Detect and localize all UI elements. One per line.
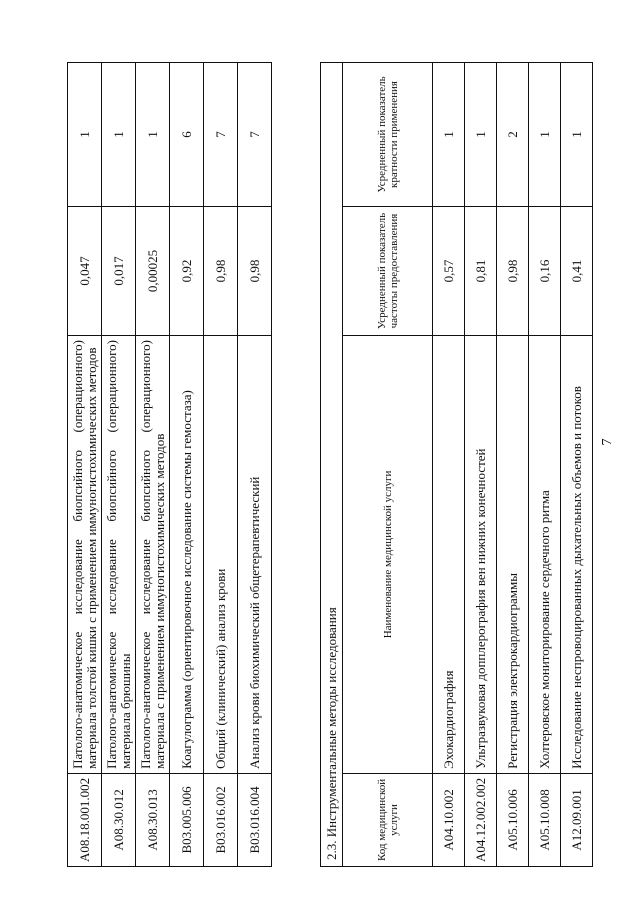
multiplicity-value: 1 <box>102 63 136 207</box>
multiplicity-value: 1 <box>529 63 561 207</box>
service-name: Холтеровское мониторирование сердечного ритма <box>529 336 561 774</box>
table-row <box>170 63 204 867</box>
frequency-value: 0,57 <box>433 207 465 336</box>
service-name: Коагулограмма (ориентировочное исследование системы гемостаза) <box>170 336 204 774</box>
service-code: A08.30.013 <box>136 773 170 866</box>
multiplicity-value: 1 <box>68 63 102 207</box>
service-name: Анализ крови биохимический общетерапевтический <box>238 336 272 774</box>
multiplicity-value: 1 <box>561 63 593 207</box>
service-code: A05.10.006 <box>497 773 529 866</box>
multiplicity-value: 6 <box>170 63 204 207</box>
service-code: B03.005.006 <box>170 773 204 866</box>
service-code: A04.10.002 <box>433 773 465 866</box>
service-code: A08.30.012 <box>102 773 136 866</box>
multiplicity-value: 7 <box>238 63 272 207</box>
frequency-value: 0,92 <box>170 207 204 336</box>
service-name: Общий (клинический) анализ крови <box>204 336 238 774</box>
page-number: 7 <box>600 438 615 446</box>
service-code: A05.10.008 <box>529 773 561 866</box>
service-name: Патолого-анатомическое исследование биопсийного (операционного) материала толстой кишки с применением иммуногистохимических методов <box>68 336 102 774</box>
service-name: Патолого-анатомическое исследование биопсийного (операционного) материала с применением иммуногистохимических методов <box>136 336 170 774</box>
service-name: Ультразвуковая допплерография вен нижних конечностей <box>465 336 497 774</box>
frequency-value: 0,81 <box>465 207 497 336</box>
service-code: B03.016.004 <box>238 773 272 866</box>
frequency-value: 0,98 <box>238 207 272 336</box>
table-row <box>561 63 593 867</box>
multiplicity-value: 1 <box>433 63 465 207</box>
section-title: 2.3. Инструментальные методы исследования <box>321 63 343 867</box>
frequency-value: 0,017 <box>102 207 136 336</box>
service-code: B03.016.002 <box>204 773 238 866</box>
header-frequency: Усредненный показатель частоты предоставления <box>343 207 433 336</box>
service-name: Регистрация электрокардиограммы <box>497 336 529 774</box>
frequency-value: 0,98 <box>497 207 529 336</box>
frequency-value: 0,16 <box>529 207 561 336</box>
services-table-continued <box>67 62 272 867</box>
frequency-value: 0,98 <box>204 207 238 336</box>
frequency-value: 0,00025 <box>136 207 170 336</box>
table-row <box>465 63 497 867</box>
table-row <box>529 63 561 867</box>
service-code: A12.09.001 <box>561 773 593 866</box>
header-row <box>343 63 433 867</box>
service-code: A08.18.001.002 <box>68 773 102 866</box>
multiplicity-value: 2 <box>497 63 529 207</box>
frequency-value: 0,41 <box>561 207 593 336</box>
section-title-row <box>321 63 343 867</box>
header-name: Наименование медицинской услуги <box>343 336 433 774</box>
multiplicity-value: 7 <box>204 63 238 207</box>
table-row <box>204 63 238 867</box>
table-row <box>497 63 529 867</box>
frequency-value: 0,047 <box>68 207 102 336</box>
table-row <box>433 63 465 867</box>
service-name: Эхокардиография <box>433 336 465 774</box>
header-code: Код медицинской услуги <box>343 773 433 866</box>
service-code: A04.12.002.002 <box>465 773 497 866</box>
instrumental-methods-table <box>320 62 593 867</box>
table-row <box>68 63 102 867</box>
header-multiplicity: Усредненный показатель кратности применения <box>343 63 433 207</box>
multiplicity-value: 1 <box>465 63 497 207</box>
table-row <box>102 63 136 867</box>
service-name: Исследование неспровоцированных дыхательных объемов и потоков <box>561 336 593 774</box>
multiplicity-value: 1 <box>136 63 170 207</box>
service-name: Патолого-анатомическое исследование биопсийного (операционного) материала брюшины <box>102 336 136 774</box>
table-row <box>136 63 170 867</box>
table-row <box>238 63 272 867</box>
